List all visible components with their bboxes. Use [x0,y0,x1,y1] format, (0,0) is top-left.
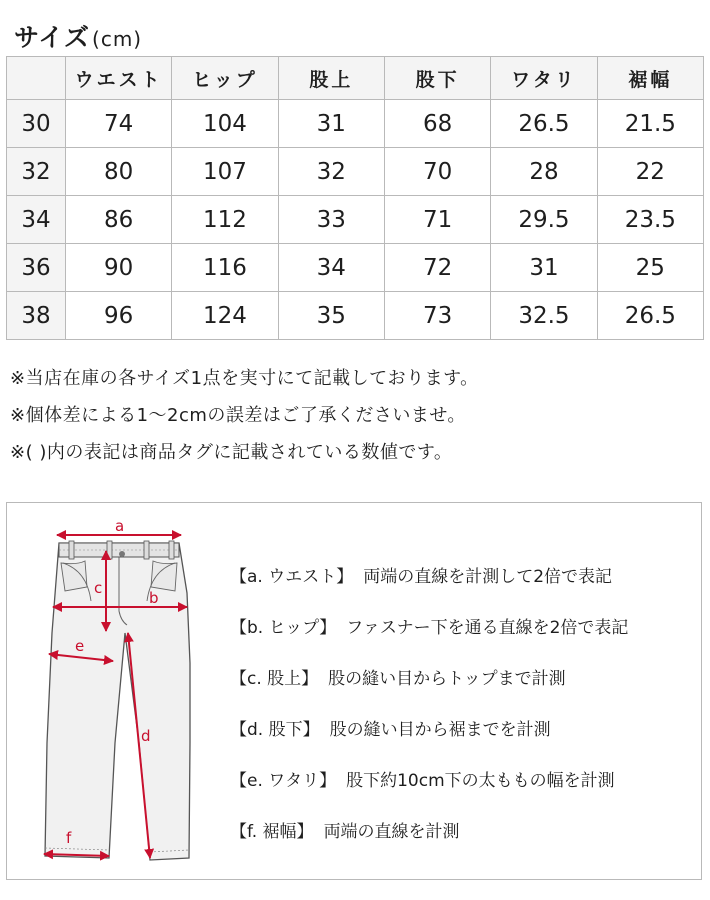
legend-desc: 股の縫い目からトップまで計測 [328,669,566,689]
cell-thigh: 28 [491,148,597,196]
cell-inseam: 71 [384,196,490,244]
page-title [14,18,142,54]
header-thigh: ワタリ [491,57,597,100]
legend-row-thigh [230,766,628,817]
cell-hip: 112 [172,196,278,244]
legend-row-hip [230,613,628,664]
legend-row-hem [230,817,628,868]
cell-thigh: 32.5 [491,292,597,340]
button-icon [119,551,125,557]
note-item: ※個体差による1〜2cmの誤差はご了承くださいませ。 [10,405,466,426]
title-text: サイズ [14,23,91,52]
label-e: e [75,637,85,655]
cell-inseam: 68 [384,100,490,148]
cell-rise: 34 [278,244,384,292]
row-size: 32 [7,148,66,196]
legend-desc: ファスナー下を通る直線を2倍で表記 [346,618,629,638]
row-size: 38 [7,292,66,340]
cell-hip: 104 [172,100,278,148]
legend-label: 【a. ウエスト】 [230,567,354,587]
cell-waist: 90 [66,244,172,292]
cell-inseam: 73 [384,292,490,340]
header-hip: ヒップ [172,57,278,100]
cell-thigh: 31 [491,244,597,292]
table-header-row [7,57,704,100]
note-item: ※( )内の表記は商品タグに記載されている数値です。 [10,442,453,463]
table-row [7,100,704,148]
header-rise: 股上 [278,57,384,100]
header-waist: ウエスト [66,57,172,100]
measurement-legend [230,562,628,868]
legend-label: 【d. 股下】 [230,720,320,740]
table-row [7,292,704,340]
label-f: f [66,829,72,847]
cell-thigh: 26.5 [491,100,597,148]
legend-desc: 両端の直線を計測 [323,822,460,842]
cell-hip: 124 [172,292,278,340]
cell-hem: 25 [597,244,703,292]
cell-inseam: 72 [384,244,490,292]
cell-waist: 74 [66,100,172,148]
header-corner [7,57,66,100]
cell-hem: 23.5 [597,196,703,244]
header-hem: 裾幅 [597,57,703,100]
legend-row-inseam [230,715,628,766]
cell-hem: 22 [597,148,703,196]
table-row [7,196,704,244]
legend-label: 【b. ヒップ】 [230,618,337,638]
cell-rise: 35 [278,292,384,340]
row-size: 34 [7,196,66,244]
legend-row-rise [230,664,628,715]
row-size: 36 [7,244,66,292]
cell-waist: 80 [66,148,172,196]
cell-hem: 21.5 [597,100,703,148]
cell-waist: 86 [66,196,172,244]
legend-desc: 股下約10cm下の太ももの幅を計測 [346,771,615,791]
notes [10,360,479,471]
cell-hip: 107 [172,148,278,196]
legend-desc: 股の縫い目から裾までを計測 [329,720,551,740]
cell-rise: 31 [278,100,384,148]
label-a: a [115,517,125,535]
row-size: 30 [7,100,66,148]
table-row [7,244,704,292]
table-row [7,148,704,196]
title-unit: (cm) [92,27,143,51]
header-inseam: 股下 [384,57,490,100]
cell-inseam: 70 [384,148,490,196]
cell-hem: 26.5 [597,292,703,340]
cell-thigh: 29.5 [491,196,597,244]
label-d: d [141,727,151,745]
label-c: c [94,579,103,597]
size-table [6,56,704,340]
legend-row-waist [230,562,628,613]
cell-rise: 33 [278,196,384,244]
cell-hip: 116 [172,244,278,292]
cell-rise: 32 [278,148,384,196]
pants-illustration [7,503,227,878]
legend-desc: 両端の直線を計測して2倍で表記 [363,567,613,587]
legend-label: 【c. 股上】 [230,669,319,689]
note-item: ※当店在庫の各サイズ1点を実寸にて記載しております。 [10,368,479,389]
label-b: b [149,589,159,607]
legend-label: 【e. ワタリ】 [230,771,337,791]
legend-label: 【f. 裾幅】 [230,822,314,842]
cell-waist: 96 [66,292,172,340]
